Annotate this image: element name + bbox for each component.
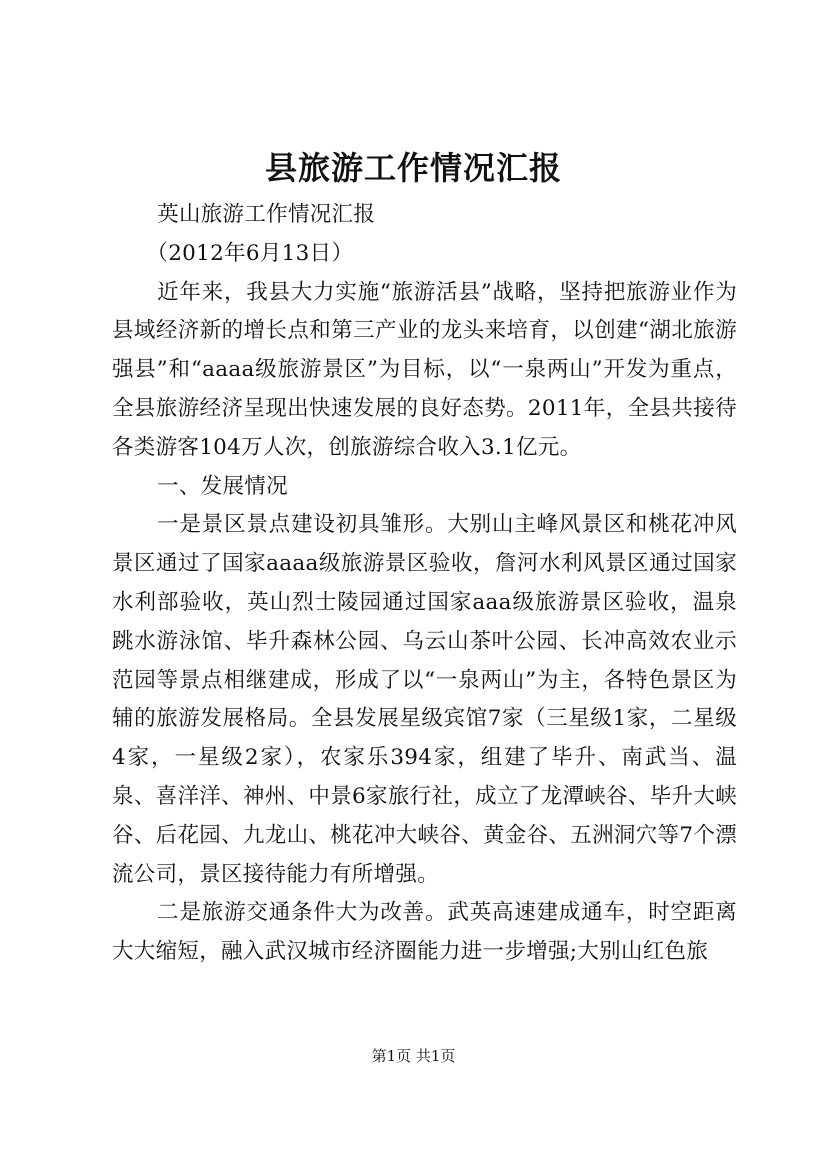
- section-heading: 一、发展情况: [157, 473, 288, 499]
- document-body: [112, 196, 737, 972]
- subtitle: 英山旅游工作情况汇报: [157, 202, 376, 227]
- paragraph-intro: 近年来，我县大力实施“旅游活县”战略，坚持把旅游业作为县域经济新的增长点和第三产业的龙头来培育，以创建“湖北旅游强县”和“aaaa级旅游景区”为目标，以“一泉两山”开发为重点，全县旅游经济呈现出快速发展的良好态势。2011年，全县共接待各类游客104万人次，创旅游综合收入3.1亿元。: [112, 279, 737, 460]
- paragraph-scenic-spots: 一是景区景点建设初具雏形。大别山主峰风景区和桃花冲风景区通过了国家aaaa级旅游景区验收，詹河水利风景区通过国家水利部验收，英山烈士陵园通过国家aaa级旅游景区验收，温泉跳水游泳馆、毕升森林公园、乌云山茶叶公园、长冲高效农业示范园等景点相继建成，形成了以“一泉两山”为主，各特色景区为辅的旅游发展格局。全县发展星级宾馆7家（三星级1家，二星级4家，一星级2家），农家乐394家，组建了毕升、南武当、温泉、喜洋洋、神州、中景6家旅行社，成立了龙潭峡谷、毕升大峡谷、后花园、九龙山、桃花冲大峡谷、黄金谷、五洲洞穴等7个漂流公司，景区接待能力有所增强。: [112, 512, 737, 887]
- document-title: 县旅游工作情况汇报: [264, 149, 562, 187]
- report-date: （2012年6月13日）: [146, 240, 354, 266]
- paragraph-transport: 二是旅游交通条件大为改善。武英高速建成通车，时空距离大大缩短，融入武汉城市经济圈能力进一步增强;大别山红色旅: [112, 900, 737, 965]
- page-footer: 第1页 共1页: [371, 1047, 456, 1065]
